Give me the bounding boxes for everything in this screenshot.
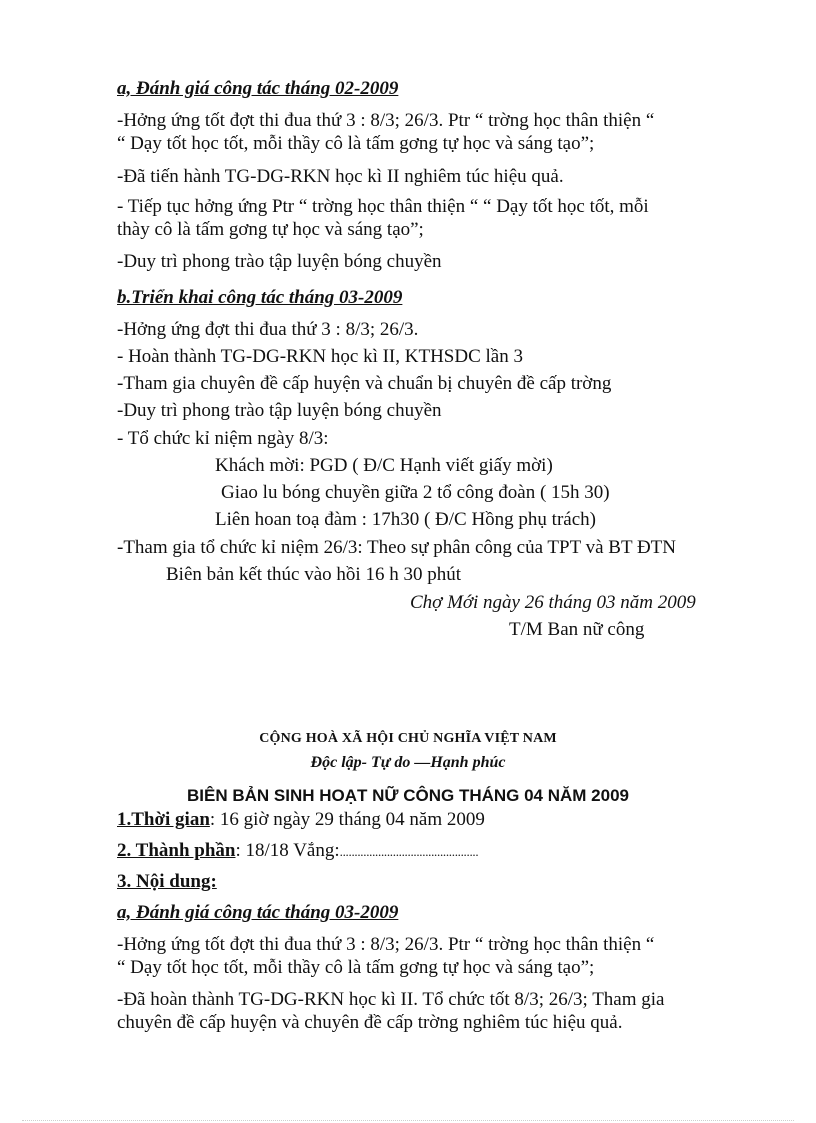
text-line: -Hởng ứng tốt đợt thi đua thứ 3 : 8/3; 26/3. Ptr “ trờng học thân thiện “ (117, 934, 655, 955)
time-value: : 16 giờ ngày 29 tháng 04 năm 2009 (209, 809, 485, 830)
content-label: 3. Nội dung: (117, 871, 217, 892)
text-line: -Đã hoàn thành TG-DG-RKN học kì II. Tổ chức tốt 8/3; 26/3; Tham gia (117, 989, 665, 1010)
document-title: BIÊN BẢN SINH HOẠT NỮ CÔNG THÁNG 04 NĂM 2009 (187, 786, 629, 805)
members-label: 2. Thành phần (117, 840, 236, 861)
text-line: -Duy trì phong trào tập luyện bóng chuyền (117, 251, 442, 272)
text-line: - Tổ chức kỉ niệm ngày 8/3: (117, 428, 329, 449)
national-slogan: Độc lập- Tự do —Hạnh phúc (310, 754, 506, 771)
text-line-indented: Khách mời: PGD ( Đ/C Hạnh viết giấy mời) (215, 455, 553, 476)
text-line-indented: Biên bản kết thúc vào hồi 16 h 30 phút (166, 564, 461, 585)
text-line: - Tiếp tục hởng ứng Ptr “ trờng học thân thiện “ “ Dạy tốt học tốt, mỗi (117, 196, 649, 217)
members-value: : 18/18 Vắng: (235, 840, 340, 861)
text-line: -Tham gia tổ chức kỉ niệm 26/3: Theo sự phân công của TPT và BT ĐTN (117, 537, 677, 558)
text-line: -Hởng ứng tốt đợt thi đua thứ 3 : 8/3; 26/3. Ptr “ trờng học thân thiện “ (117, 110, 655, 131)
page-bottom-divider (22, 1120, 794, 1121)
national-motto: CỘNG HOÀ XÃ HỘI CHỦ NGHĨA VIỆT NAM (259, 731, 557, 746)
text-line: thày cô là tấm gơng tự học và sáng tạo”; (117, 219, 424, 240)
text-line: - Hoàn thành TG-DG-RKN học kì II, KTHSDC lần 3 (117, 346, 523, 367)
text-line-indented: Giao lu bóng chuyền giữa 2 tổ công đoàn ( 15h 30) (221, 482, 610, 503)
time-label: 1.Thời gian (117, 809, 210, 830)
members-dots: ............................................... (339, 844, 479, 859)
section-heading-plan-mar: b.Triển khai công tác tháng 03-2009 (117, 287, 403, 308)
time-row (117, 809, 485, 831)
text-line: -Hởng ứng đợt thi đua thứ 3 : 8/3; 26/3. (117, 319, 419, 340)
members-row (117, 840, 478, 863)
text-line: -Đã tiến hành TG-DG-RKN học kì II nghiêm túc hiệu quả. (117, 166, 564, 187)
place-date: Chợ Mới ngày 26 tháng 03 năm 2009 (410, 592, 696, 613)
text-line: chuyên đề cấp huyện và chuyên đề cấp trờng nghiêm túc hiệu quả. (117, 1012, 623, 1033)
text-line-indented: Liên hoan toạ đàm : 17h30 ( Đ/C Hồng phụ trách) (215, 509, 596, 530)
text-line: -Tham gia chuyên đề cấp huyện và chuẩn bị chuyên đề cấp trờng (117, 373, 612, 394)
text-line: “ Dạy tốt học tốt, mỗi thầy cô là tấm gơng tự học và sáng tạo”; (117, 957, 595, 978)
text-line: “ Dạy tốt học tốt, mỗi thầy cô là tấm gơng tự học và sáng tạo”; (117, 133, 595, 154)
section-heading-evaluation-mar: a, Đánh giá công tác tháng 03-2009 (117, 902, 399, 923)
signature: T/M Ban nữ công (509, 619, 645, 640)
section-heading-evaluation-feb: a, Đánh giá công tác tháng 02-2009 (117, 78, 399, 99)
text-line: -Duy trì phong trào tập luyện bóng chuyền (117, 400, 442, 421)
